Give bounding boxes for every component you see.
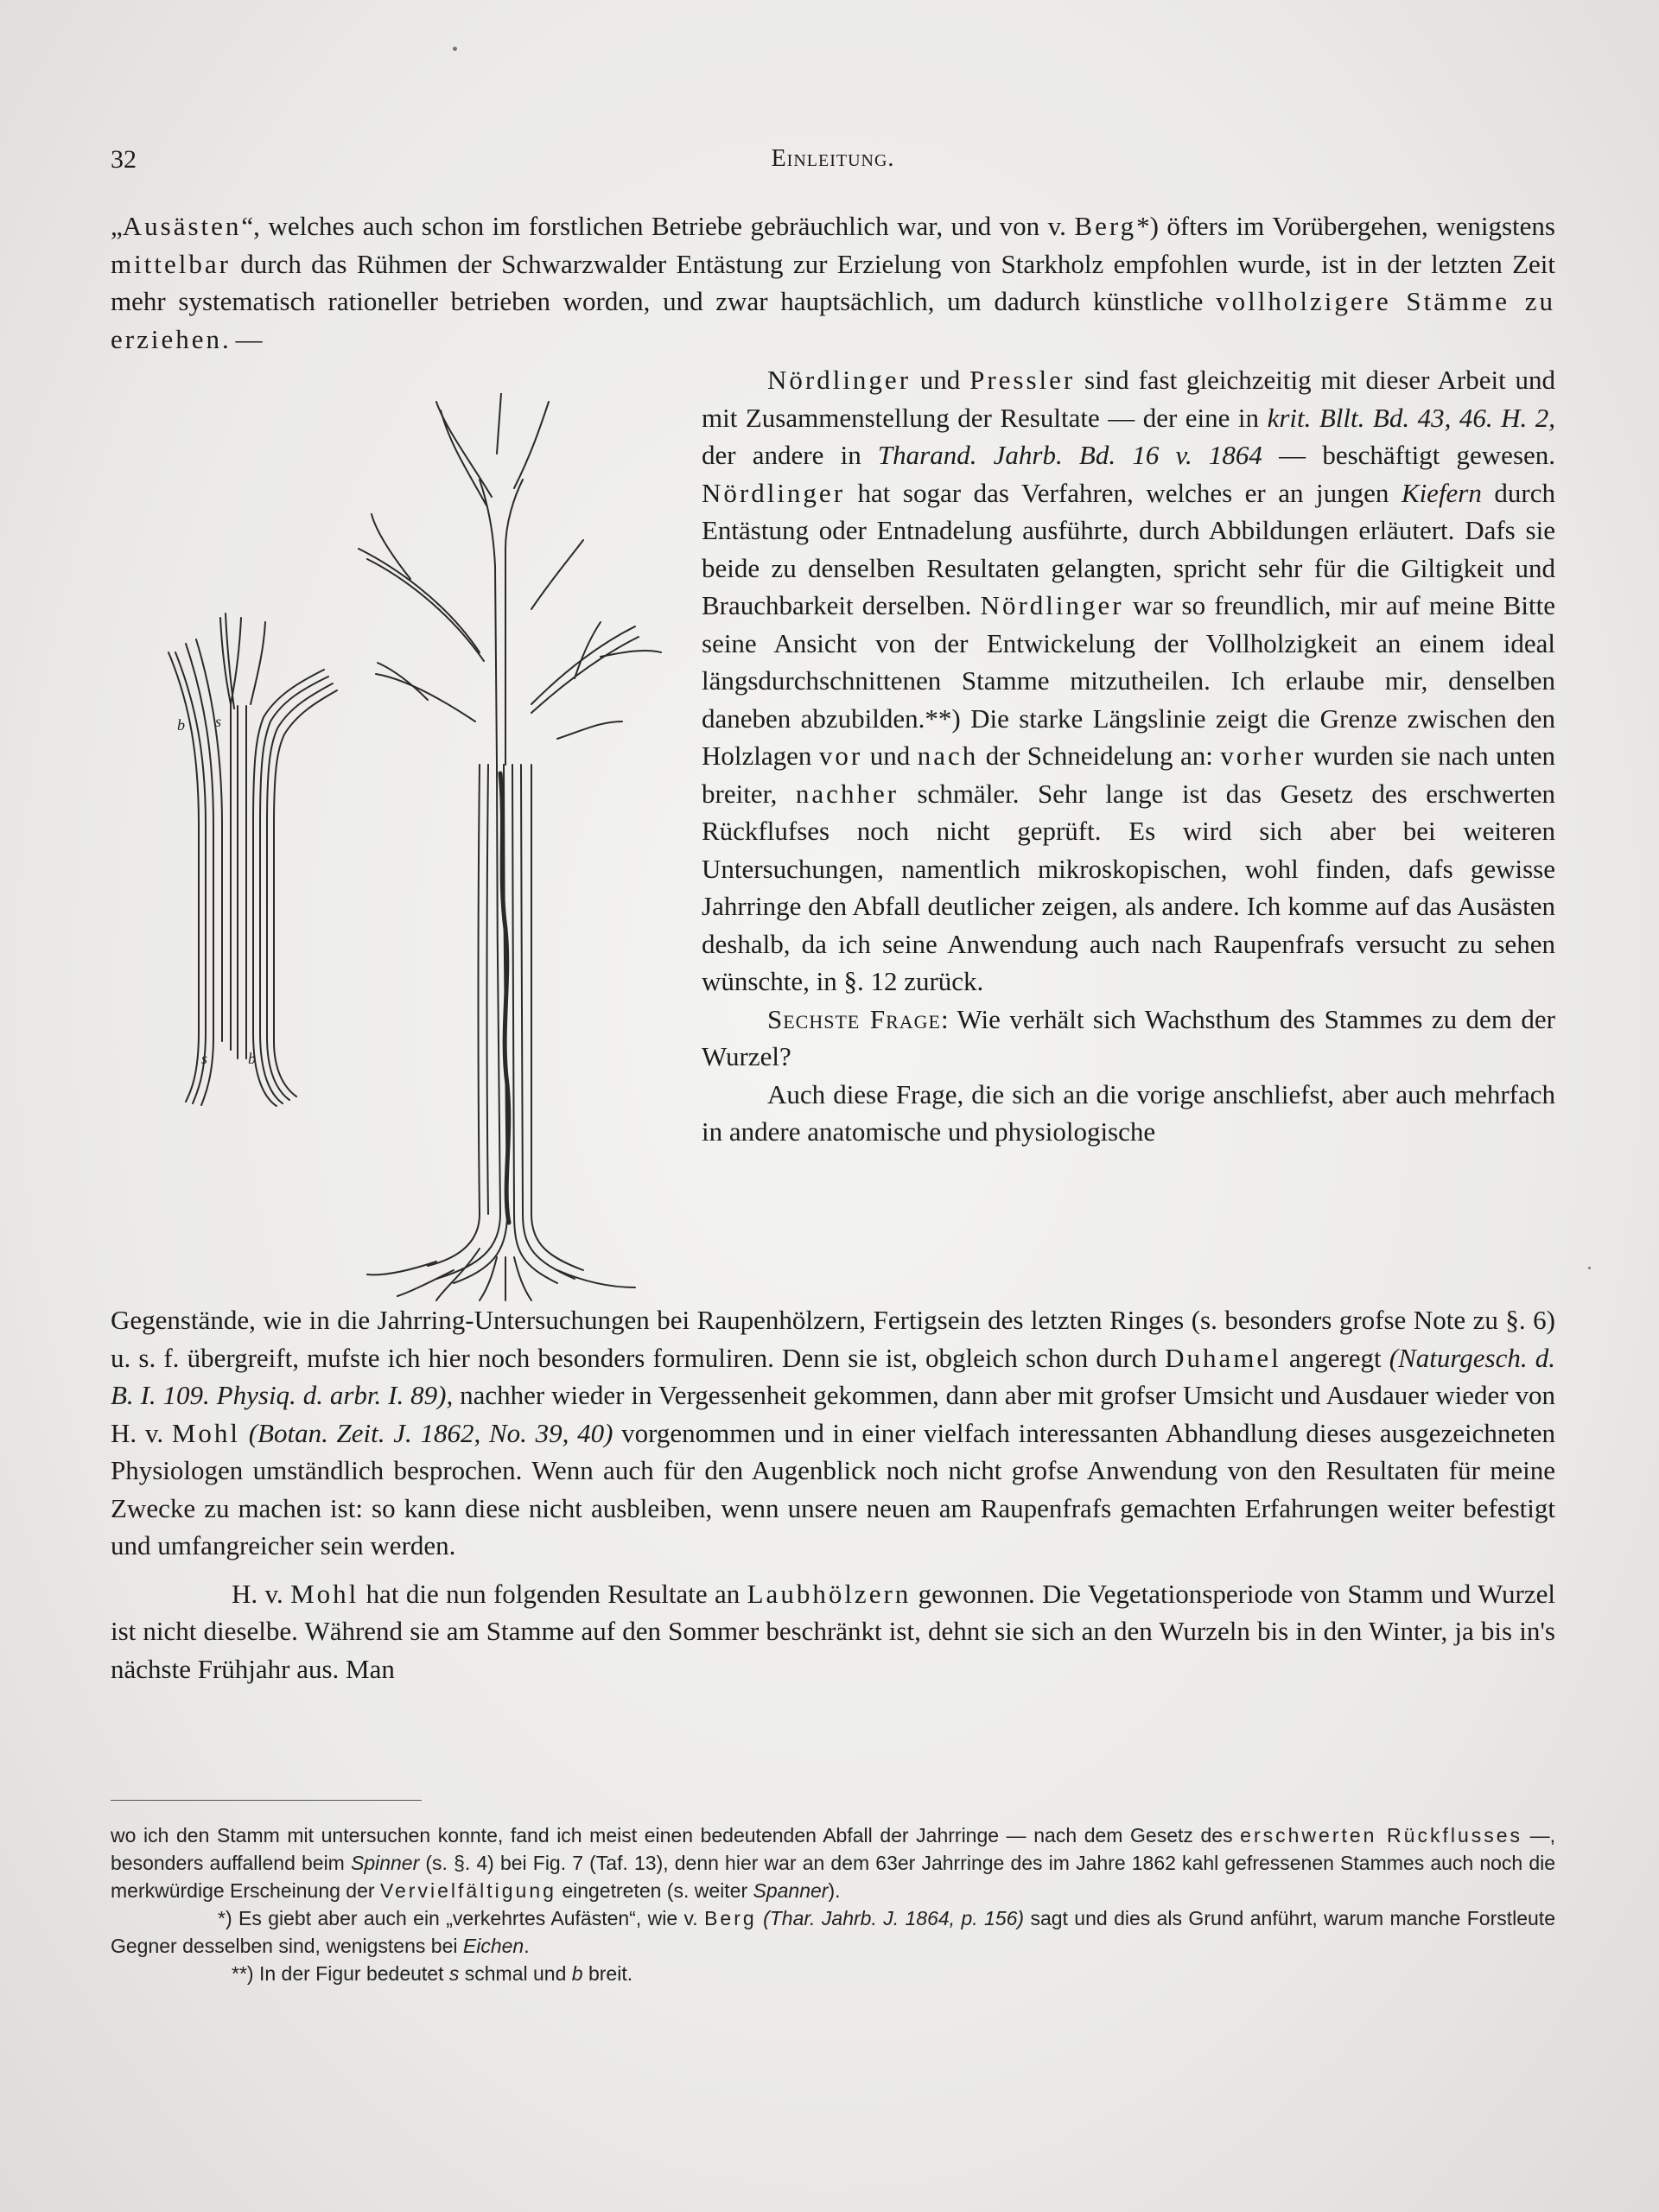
text-run: ). bbox=[828, 1879, 841, 1902]
text-run: . bbox=[524, 1935, 530, 1957]
italic-text: Spinner bbox=[350, 1852, 420, 1874]
figure-label-b-lower: b bbox=[248, 1050, 256, 1067]
text-run bbox=[240, 1418, 249, 1448]
large-tree-section bbox=[359, 393, 661, 1300]
text-run: der andere in bbox=[702, 440, 878, 470]
text-run: war so freundlich, mir auf meine Bitte seine Ansicht von der Entwickelung der Vollholzigkeit an einem ideal längsdurchschnittenen Stamme mitzutheilen. Ich erlaube mir, denselben daneben abzubilden.**) Die starke Längslinie zeigt die Grenze zwischen den Holzlagen bbox=[702, 590, 1555, 771]
footnote-double-star bbox=[111, 1960, 1555, 1987]
question-label: Sechste Frage bbox=[767, 1003, 941, 1034]
text-run: durch Entästung oder Entnadelung ausführte, durch Abbildungen erläutert. Dafs sie beide zu denselben Resultaten gelangten, spricht sehr für die Giltigkeit und Brauchbarkeit derselben. bbox=[702, 477, 1555, 620]
text-run: sagt und dies als Grund anführt, warum manche Forstleute Gegner desselben sind, wenigstens bei bbox=[111, 1907, 1555, 1957]
italic-text: b bbox=[571, 1962, 583, 1985]
spaced-text: erschwerten Rückflusses bbox=[1240, 1824, 1523, 1847]
text-run bbox=[757, 1907, 763, 1929]
spaced-text: Mohl bbox=[171, 1417, 240, 1448]
figure-label-b-upper: b bbox=[177, 716, 185, 734]
footnote-continuation bbox=[111, 1821, 1555, 1904]
spaced-text: mittelbar bbox=[111, 248, 231, 279]
spaced-text: nachher bbox=[795, 778, 899, 809]
text-run: schmal und bbox=[459, 1962, 572, 1985]
text-run: nachher wieder in Vergessenheit gekommen, dann aber mit grofser Umsicht und Ausdauer wieder von H. v. bbox=[111, 1380, 1555, 1448]
right-column bbox=[702, 361, 1555, 1151]
text-run: der Schneidelung an: bbox=[978, 741, 1221, 771]
paper-speck bbox=[1588, 1267, 1591, 1269]
text-run: gewonnen. Die Vegetationsperiode von Stamm und Wurzel ist nicht dieselbe. Während sie am Stamme auf den Sommer beschränkt ist, dehnt sie sich an den Wurzeln bis in den Winter, ja bis in's nächste Frühjahr aus. Man bbox=[111, 1578, 1555, 1684]
spaced-text: Vervielfältigung bbox=[379, 1879, 556, 1902]
italic-text: krit. Bllt. Bd. 43, 46. H. 2, bbox=[1267, 402, 1555, 433]
footnote-rule bbox=[111, 1800, 422, 1801]
spaced-text: Nördlinger bbox=[767, 365, 912, 395]
spaced-text: Duhamel bbox=[1165, 1342, 1281, 1373]
text-run: hat die nun folgenden Resultate an bbox=[359, 1578, 747, 1609]
text-run: — beschäftigt gewesen. bbox=[1262, 440, 1556, 470]
lower-text-block bbox=[111, 1301, 1555, 1688]
text-run: breit. bbox=[582, 1962, 633, 1985]
auch-paragraph-start: Auch diese Frage, die sich an die vorige anschliefst, aber auch mehrfach in andere anatomische und physiologische bbox=[702, 1078, 1555, 1147]
tree-figure bbox=[151, 393, 670, 1309]
italic-text: s bbox=[448, 1962, 460, 1985]
running-head: Einleitung. bbox=[771, 145, 895, 172]
text-run: Gegenstände, wie in die Jahrring-Untersuchungen bei Raupenhölzern, Fertigsein des letzten Ringes (s. besonders grofse Note zu §. 6) u. s. f. übergreift, mufste ich hier noch besonders formuliren. Denn sie ist, obgleich schon durch bbox=[111, 1305, 1555, 1373]
mohl-paragraph bbox=[111, 1575, 1555, 1688]
text-run: . — bbox=[221, 323, 263, 354]
spaced-text: vorher bbox=[1220, 741, 1306, 771]
small-trunk-section bbox=[168, 613, 337, 1106]
spaced-text: nach bbox=[917, 741, 979, 771]
figure-label-s-lower: s bbox=[201, 1050, 208, 1067]
italic-text: Tharand. Jahrb. Bd. 16 v. 1864 bbox=[877, 440, 1262, 470]
text-run: vorgenommen und in einer vielfach interessanten Abhandlung dieses ausgezeichneten Physiologen umständlich besprochen. Wenn auch für den Augenblick noch nicht grofse Anwendung von den Resultaten für meine Zwecke zu machen ist: so kann diese nicht ausbleiben, wenn unsere neuen am Raupenfrafs gemachten Erfahrungen weiter befestigt und umfangreicher sein werden. bbox=[111, 1417, 1555, 1560]
text-run: wo ich den Stamm mit untersuchen konnte, fand ich meist einen bedeutenden Abfall der Jahrringe — nach dem Gesetz des bbox=[111, 1824, 1241, 1847]
text-run: und bbox=[862, 741, 918, 771]
lower-paragraph bbox=[111, 1301, 1555, 1565]
text-run: sind fast gleichzeitig mit dieser Arbeit und mit Zusammenstellung der Resultate — der eine in bbox=[702, 365, 1555, 433]
spaced-text: Nördlinger bbox=[702, 477, 846, 508]
spaced-text: Pressler bbox=[969, 365, 1076, 395]
spaced-text: Ausästen bbox=[122, 211, 242, 241]
text-run: H. v. bbox=[232, 1578, 291, 1609]
text-run: wurden sie nach unten breiter, bbox=[702, 741, 1556, 809]
top-paragraph-block bbox=[111, 207, 1555, 358]
page-header bbox=[111, 145, 1555, 180]
text-run: *) öfters im Vorübergehen, wenigstens bbox=[1136, 211, 1555, 241]
spaced-text: Laubhölzern bbox=[747, 1578, 912, 1609]
italic-text: (Botan. Zeit. J. 1862, No. 39, 40) bbox=[248, 1417, 613, 1448]
italic-text: (Thar. Jahrb. J. 1864, p. 156) bbox=[763, 1907, 1025, 1929]
text-run: **) In der Figur bedeutet bbox=[232, 1962, 449, 1985]
text-run: *) Es giebt aber auch ein „verkehrtes Aufästen“, wie v. bbox=[218, 1907, 705, 1929]
right-column-paragraph bbox=[702, 361, 1555, 1001]
page-number: 32 bbox=[111, 145, 137, 174]
text-run: schmäler. Sehr lange ist das Gesetz des erschwerten Rückflufses noch nicht geprüft. Es wird sich aber bei weiteren Untersuchungen, namentlich mikroskopischen, wohl finden, dafs gewisse Jahrringe den Abfall deutlicher zeigen, als andere. Ich komme auf das Ausästen deshalb, da ich seine Anwendung auch nach Raupenfrafs versucht zu sehen wünschte, in §. 12 zurück. bbox=[702, 778, 1555, 996]
text-run: “, welches auch schon im forstlichen Betriebe gebräuchlich war, und von v. bbox=[241, 211, 1075, 241]
text-run: (s. §. 4) bei Fig. 7 (Taf. 13), denn hier war an dem 63er Jahrringe des im Jahre 1862 kahl gefressenen Stammes auch noch die merkwürdige Erscheinung der bbox=[111, 1852, 1556, 1902]
figure-label-s-upper: s bbox=[215, 713, 222, 730]
spaced-text: Berg bbox=[704, 1907, 757, 1929]
italic-text: Eichen bbox=[462, 1935, 524, 1957]
question-text: : Wie verhält sich Wachsthum des Stammes zu dem der Wurzel? bbox=[702, 1003, 1555, 1071]
top-paragraph bbox=[111, 207, 1555, 358]
spaced-text: Berg bbox=[1074, 211, 1137, 241]
text-run: —, besonders auffallend beim bbox=[111, 1824, 1556, 1874]
text-run: hat sogar das Verfahren, welches er an jungen bbox=[845, 477, 1402, 508]
italic-text: Spanner bbox=[753, 1879, 829, 1902]
text-run: und bbox=[911, 365, 970, 395]
text-run: eingetreten (s. weiter bbox=[556, 1879, 753, 1902]
question-paragraph bbox=[702, 1001, 1555, 1076]
footnotes bbox=[111, 1821, 1555, 1987]
text-run: „ bbox=[111, 211, 123, 241]
spaced-text: Nördlinger bbox=[980, 590, 1124, 620]
spaced-text: vollholzigere Stämme zu erziehen bbox=[111, 286, 1555, 354]
text-run: durch das Rühmen der Schwarzwalder Entästung zur Erzielung von Starkholz empfohlen wurde, ist in der letzten Zeit mehr systematisch rationeller betrieben worden, und zwar hauptsächlich, um dadurch künstliche bbox=[111, 248, 1555, 316]
spaced-text: vor bbox=[818, 741, 863, 771]
spaced-text: Mohl bbox=[290, 1578, 359, 1609]
footnote-star bbox=[111, 1904, 1555, 1960]
italic-text: (Naturgesch. d. B. I. 109. Physiq. d. arbr. I. 89), bbox=[111, 1342, 1556, 1410]
text-run: angeregt bbox=[1281, 1342, 1389, 1373]
italic-text: Kiefern bbox=[1401, 477, 1482, 508]
paper-speck bbox=[453, 47, 457, 51]
